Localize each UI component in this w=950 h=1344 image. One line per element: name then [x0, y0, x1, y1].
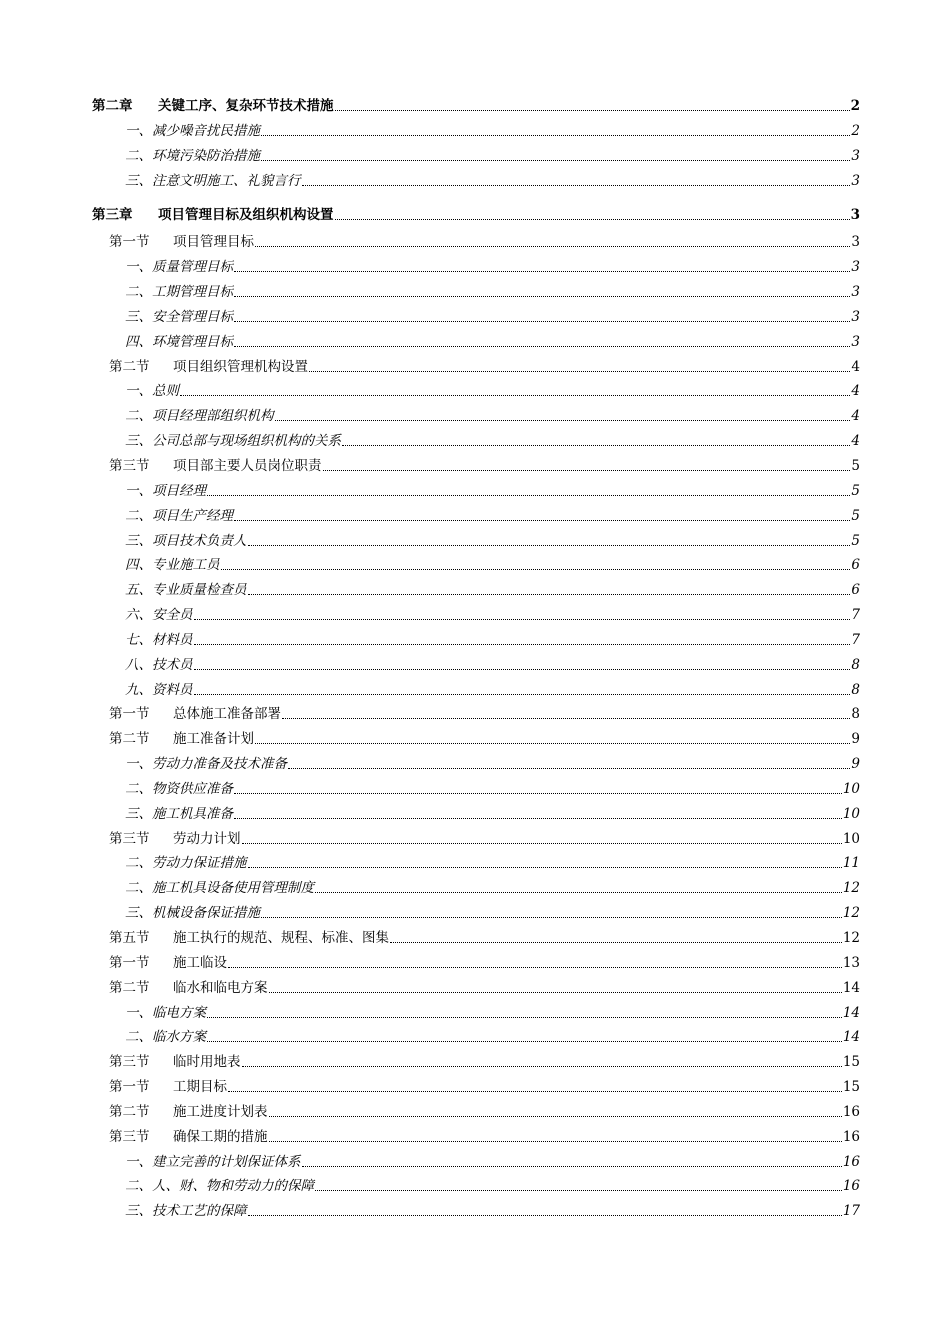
toc-entry-title: 项目经理部组织机构	[152, 408, 274, 425]
toc-section-entry[interactable]	[92, 449, 860, 474]
toc-page-number: 16	[842, 1103, 860, 1120]
toc-page-number: 12	[842, 930, 860, 946]
toc-entry-title: 专业施工员	[152, 557, 220, 574]
toc-dot-leader	[194, 669, 851, 670]
toc-page-number: 5	[851, 507, 860, 524]
toc-entry-title: 注意文明施工、礼貌言行	[152, 172, 301, 189]
toc-subsection-entry[interactable]	[92, 300, 860, 325]
toc-entry-number: 六、	[125, 607, 152, 624]
toc-dot-leader	[269, 1141, 842, 1142]
toc-entry-title: 临水方案	[152, 1029, 206, 1046]
toc-entry-title: 质量管理目标	[152, 259, 233, 276]
toc-page-number: 7	[851, 631, 860, 648]
toc-entry-title: 人、财、物和劳动力的保障	[152, 1178, 314, 1195]
toc-page-number: 5	[851, 532, 860, 549]
toc-section-entry[interactable]	[92, 1045, 860, 1070]
toc-page-number: 10	[842, 780, 860, 797]
toc-page-number: 3	[851, 259, 860, 276]
toc-entry-number: 第五节	[109, 930, 150, 946]
toc-page-number: 3	[850, 206, 860, 223]
toc-entry-number: 二、	[125, 880, 152, 897]
toc-subsection-entry[interactable]	[92, 524, 860, 549]
toc-section-entry[interactable]	[92, 226, 860, 251]
toc-page-number: 3	[851, 172, 860, 189]
toc-entry-title: 公司总部与现场组织机构的关系	[152, 433, 341, 450]
toc-page-number: 8	[851, 706, 860, 723]
toc-entry-title: 环境污染防治措施	[152, 147, 260, 164]
toc-dot-leader	[207, 1017, 842, 1018]
toc-page-number: 13	[842, 954, 860, 971]
toc-dot-leader	[248, 867, 842, 868]
toc-dot-leader	[255, 743, 850, 744]
toc-dot-leader	[234, 321, 850, 322]
toc-entry-title: 劳动力计划	[173, 830, 241, 847]
toc-dot-leader	[207, 1041, 842, 1042]
toc-entry-title: 确保工期的措施	[173, 1128, 268, 1145]
toc-entry-number: 一、	[125, 756, 152, 773]
toc-page-number: 12	[842, 880, 860, 897]
toc-entry-number: 第三节	[109, 830, 150, 847]
toc-dot-leader	[242, 1066, 842, 1067]
toc-section-entry[interactable]	[92, 698, 860, 723]
toc-page-number: 4	[851, 433, 860, 450]
toc-entry-number: 第二章	[92, 98, 133, 114]
toc-page-number: 11	[842, 855, 860, 872]
toc-subsection-entry[interactable]	[92, 424, 860, 449]
toc-subsection-entry[interactable]	[92, 772, 860, 797]
toc-chapter-entry[interactable]	[92, 197, 860, 223]
toc-entry-number: 二、	[125, 147, 152, 164]
toc-entry-title: 施工准备计划	[173, 731, 254, 748]
toc-subsection-entry[interactable]	[92, 250, 860, 275]
toc-dot-leader	[234, 271, 850, 272]
toc-entry-number: 二、	[125, 284, 152, 301]
toc-entry-title: 项目部主要人员岗位职责	[173, 457, 322, 474]
table-of-contents	[92, 88, 860, 1219]
toc-page-number: 14	[842, 1004, 860, 1021]
toc-entry-title: 材料员	[152, 631, 193, 648]
toc-dot-leader	[302, 1166, 842, 1167]
toc-subsection-entry[interactable]	[92, 797, 860, 822]
toc-dot-leader	[275, 420, 851, 421]
toc-subsection-entry[interactable]	[92, 1170, 860, 1195]
toc-subsection-entry[interactable]	[92, 1145, 860, 1170]
toc-entry-number: 第一节	[109, 954, 150, 971]
toc-section-entry[interactable]	[92, 1095, 860, 1120]
toc-dot-leader	[248, 594, 851, 595]
toc-section-entry[interactable]	[92, 1120, 860, 1145]
toc-subsection-entry[interactable]	[92, 573, 860, 598]
toc-dot-leader	[302, 185, 851, 186]
toc-dot-leader	[255, 246, 850, 247]
toc-entry-title: 临时用地表	[173, 1054, 241, 1071]
toc-entry-title: 项目组织管理机构设置	[173, 358, 308, 375]
toc-page-number: 3	[851, 147, 860, 164]
toc-entry-number: 二、	[125, 780, 152, 797]
toc-entry-number: 七、	[125, 631, 152, 648]
toc-entry-number: 四、	[125, 333, 152, 350]
toc-subsection-entry[interactable]	[92, 896, 860, 921]
toc-entry-title: 建立完善的计划保证体系	[152, 1153, 301, 1170]
toc-dot-leader	[315, 1190, 842, 1191]
toc-entry-number: 第一节	[109, 706, 150, 723]
toc-subsection-entry[interactable]	[92, 275, 860, 300]
toc-page-number: 16	[842, 1178, 860, 1195]
toc-entry-title: 资料员	[152, 681, 193, 698]
toc-entry-title: 物资供应准备	[152, 780, 233, 797]
toc-page-number: 4	[851, 358, 860, 375]
toc-entry-title: 施工执行的规范、规程、标准、图集	[173, 930, 389, 946]
toc-entry-title: 工期管理目标	[152, 284, 233, 301]
toc-entry-title: 劳动力准备及技术准备	[152, 756, 287, 773]
toc-dot-leader	[248, 1215, 842, 1216]
toc-entry-title: 项目管理目标	[173, 234, 254, 251]
toc-page-number: 14	[842, 979, 860, 996]
toc-dot-leader	[269, 1116, 842, 1117]
toc-entry-number: 一、	[125, 1004, 152, 1021]
toc-dot-leader	[207, 495, 850, 496]
toc-entry-number: 九、	[125, 681, 152, 698]
toc-section-entry[interactable]	[92, 1070, 860, 1095]
toc-entry-number: 二、	[125, 855, 152, 872]
toc-entry-title: 安全员	[152, 607, 193, 624]
toc-dot-leader	[194, 619, 851, 620]
toc-entry-number: 五、	[125, 582, 152, 599]
toc-subsection-entry[interactable]	[92, 747, 860, 772]
toc-page-number: 8	[851, 681, 860, 698]
toc-entry-title: 施工临设	[173, 954, 227, 971]
toc-dot-leader	[228, 1091, 842, 1092]
toc-entry-number: 二、	[125, 408, 152, 425]
toc-entry-number: 三、	[125, 1203, 152, 1220]
toc-entry-number: 一、	[125, 1153, 152, 1170]
toc-entry-number: 第一节	[109, 234, 150, 251]
toc-section-entry[interactable]	[92, 946, 860, 971]
toc-entry-title: 总则	[152, 383, 179, 400]
toc-entry-title: 减少噪音扰民措施	[152, 122, 260, 139]
toc-page-number: 14	[842, 1029, 860, 1046]
toc-entry-title: 技术工艺的保障	[152, 1203, 247, 1220]
toc-entry-number: 三、	[125, 532, 152, 549]
toc-subsection-entry[interactable]	[92, 114, 860, 139]
toc-entry-title: 项目技术负责人	[152, 532, 247, 549]
toc-dot-leader	[390, 942, 842, 943]
toc-entry-title: 项目管理目标及组织机构设置	[158, 206, 334, 223]
toc-subsection-entry[interactable]	[92, 325, 860, 350]
toc-dot-leader	[234, 296, 850, 297]
toc-chapter-entry[interactable]	[92, 88, 860, 114]
toc-section-entry[interactable]	[92, 350, 860, 375]
toc-entry-number: 二、	[125, 1178, 152, 1195]
toc-dot-leader	[194, 694, 851, 695]
toc-entry-number: 四、	[125, 557, 152, 574]
toc-entry-number: 第三节	[109, 1054, 150, 1071]
toc-page-number: 3	[851, 234, 860, 251]
toc-section-entry[interactable]	[92, 822, 860, 847]
toc-entry-title: 机械设备保证措施	[152, 905, 260, 922]
toc-subsection-entry[interactable]	[92, 598, 860, 623]
toc-dot-leader	[335, 219, 850, 220]
toc-page-number: 7	[851, 607, 860, 624]
toc-subsection-entry[interactable]	[92, 648, 860, 673]
toc-subsection-entry[interactable]	[92, 549, 860, 574]
toc-entry-number: 第二节	[109, 358, 150, 375]
toc-subsection-entry[interactable]	[92, 139, 860, 164]
toc-dot-leader	[234, 520, 850, 521]
toc-entry-title: 项目生产经理	[152, 507, 233, 524]
toc-page-number: 5	[851, 482, 860, 499]
toc-entry-number: 第一节	[109, 1079, 150, 1096]
toc-page-number: 8	[851, 656, 860, 673]
toc-page-number: 9	[851, 731, 860, 748]
toc-dot-leader	[315, 892, 842, 893]
toc-entry-number: 第二节	[109, 979, 150, 996]
toc-dot-leader	[234, 793, 842, 794]
toc-page-number: 5	[851, 457, 860, 474]
toc-entry-number: 一、	[125, 383, 152, 400]
toc-page-number: 16	[842, 1128, 860, 1145]
toc-dot-leader	[228, 967, 842, 968]
toc-dot-leader	[309, 371, 850, 372]
toc-page-number: 4	[851, 383, 860, 400]
toc-entry-title: 技术员	[152, 656, 193, 673]
toc-section-entry[interactable]	[92, 921, 860, 946]
toc-subsection-entry[interactable]	[92, 499, 860, 524]
toc-page-number: 3	[851, 308, 860, 325]
toc-dot-leader	[323, 470, 851, 471]
toc-entry-number: 二、	[125, 1029, 152, 1046]
toc-entry-number: 第三节	[109, 457, 150, 474]
toc-page-number: 4	[851, 408, 860, 425]
toc-subsection-entry[interactable]	[92, 673, 860, 698]
toc-entry-title: 项目经理	[152, 482, 206, 499]
toc-subsection-entry[interactable]	[92, 623, 860, 648]
toc-entry-title: 安全管理目标	[152, 308, 233, 325]
toc-dot-leader	[342, 445, 850, 446]
toc-entry-number: 一、	[125, 482, 152, 499]
toc-entry-title: 工期目标	[173, 1079, 227, 1096]
toc-page-number: 6	[851, 557, 860, 574]
toc-dot-leader	[261, 160, 850, 161]
toc-page-number: 10	[842, 805, 860, 822]
toc-page-number: 15	[842, 1079, 860, 1096]
toc-subsection-entry[interactable]	[92, 1021, 860, 1046]
toc-entry-title: 总体施工准备部署	[173, 706, 281, 723]
toc-entry-title: 临水和临电方案	[173, 979, 268, 996]
toc-page-number: 9	[851, 756, 860, 773]
toc-dot-leader	[242, 843, 842, 844]
toc-entry-title: 环境管理目标	[152, 333, 233, 350]
toc-entry-number: 二、	[125, 507, 152, 524]
toc-dot-leader	[180, 395, 850, 396]
toc-subsection-entry[interactable]	[92, 399, 860, 424]
toc-dot-leader	[234, 346, 850, 347]
toc-entry-title: 关键工序、复杂环节技术措施	[158, 98, 334, 114]
toc-section-entry[interactable]	[92, 722, 860, 747]
toc-page-number: 3	[851, 333, 860, 350]
toc-entry-number: 第三章	[92, 206, 133, 223]
toc-entry-number: 三、	[125, 905, 152, 922]
toc-entry-number: 三、	[125, 308, 152, 325]
toc-entry-title: 施工机具设备使用管理制度	[152, 880, 314, 897]
toc-entry-title: 施工进度计划表	[173, 1103, 268, 1120]
toc-entry-number: 三、	[125, 433, 152, 450]
toc-entry-number: 三、	[125, 172, 152, 189]
toc-section-entry[interactable]	[92, 971, 860, 996]
toc-entry-number: 第二节	[109, 731, 150, 748]
toc-subsection-entry[interactable]	[92, 871, 860, 896]
toc-dot-leader	[335, 110, 850, 111]
toc-entry-number: 第三节	[109, 1128, 150, 1145]
toc-subsection-entry[interactable]	[92, 996, 860, 1021]
toc-page-number: 12	[842, 905, 860, 922]
toc-subsection-entry[interactable]	[92, 847, 860, 872]
toc-dot-leader	[269, 992, 842, 993]
toc-subsection-entry[interactable]	[92, 474, 860, 499]
toc-page-number: 2	[851, 122, 860, 139]
toc-page-number: 17	[842, 1203, 860, 1220]
toc-page-number: 2	[850, 98, 860, 114]
toc-dot-leader	[288, 768, 850, 769]
toc-entry-number: 三、	[125, 805, 152, 822]
toc-entry-number: 八、	[125, 656, 152, 673]
toc-entry-number: 一、	[125, 259, 152, 276]
toc-entry-title: 施工机具准备	[152, 805, 233, 822]
toc-subsection-entry[interactable]	[92, 164, 860, 189]
toc-page-number: 3	[851, 284, 860, 301]
toc-dot-leader	[194, 644, 851, 645]
toc-page-number: 16	[842, 1153, 860, 1170]
toc-page-number: 10	[842, 830, 860, 847]
toc-page-number: 15	[842, 1054, 860, 1071]
toc-dot-leader	[282, 718, 850, 719]
toc-dot-leader	[221, 569, 851, 570]
toc-subsection-entry[interactable]	[92, 375, 860, 400]
toc-page-number: 6	[851, 582, 860, 599]
toc-entry-title: 临电方案	[152, 1004, 206, 1021]
toc-entry-number: 第二节	[109, 1103, 150, 1120]
toc-dot-leader	[234, 818, 842, 819]
toc-entry-title: 劳动力保证措施	[152, 855, 247, 872]
toc-entry-title: 专业质量检查员	[152, 582, 247, 599]
toc-subsection-entry[interactable]	[92, 1194, 860, 1219]
toc-dot-leader	[248, 545, 851, 546]
toc-dot-leader	[261, 917, 842, 918]
toc-dot-leader	[261, 135, 850, 136]
toc-entry-number: 一、	[125, 122, 152, 139]
